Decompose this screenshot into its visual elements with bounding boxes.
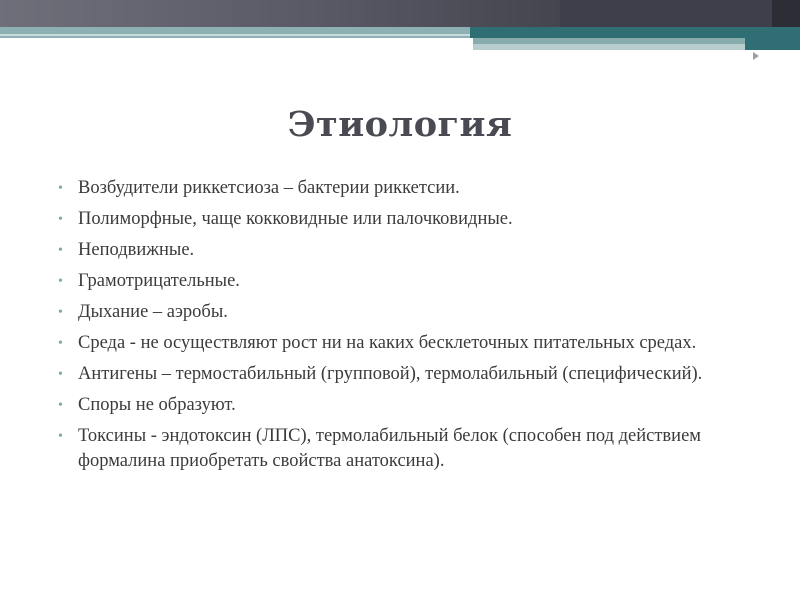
bullet-item (56, 424, 756, 474)
slide-title: Этиология (287, 104, 513, 145)
bullet-item (56, 362, 756, 387)
bullet-text: Споры не образуют. (78, 395, 236, 415)
bullet-item (56, 269, 756, 294)
bullet-icon: • (58, 336, 63, 351)
bullet-text: Среда - не осуществляют рост ни на каких бесклеточных питательных средах. (78, 333, 697, 353)
accent-stripe-light (0, 27, 470, 38)
bullet-item (56, 300, 756, 325)
bullet-icon: • (58, 243, 63, 258)
header-band-end (772, 0, 800, 27)
bullet-icon: • (58, 398, 63, 413)
bullet-item (56, 176, 756, 201)
bullet-icon: • (58, 181, 63, 196)
bullet-icon: • (58, 274, 63, 289)
bullet-text: Неподвижные. (78, 240, 195, 260)
corner-marker (753, 52, 759, 60)
accent-stripe-corner (745, 38, 800, 50)
bullet-text: Антигены – термостабильный (групповой), термолабильный (специфический). (78, 364, 703, 384)
bullet-icon: • (58, 212, 63, 227)
bullet-icon: • (58, 305, 63, 320)
bullet-item (56, 207, 756, 232)
bullet-icon: • (58, 367, 63, 382)
bullet-icon: • (58, 429, 63, 444)
bullet-text: Полиморфные, чаще кокковидные или палочковидные. (78, 209, 513, 229)
accent-stripe-highlight (0, 34, 470, 36)
bullet-text: Возбудители риккетсиоза – бактерии риккетсии. (78, 178, 460, 198)
bullet-item (56, 238, 756, 263)
header-band-gradient (0, 0, 560, 27)
bullet-item (56, 393, 756, 418)
bullet-text: Грамотрицательные. (78, 271, 240, 291)
bullet-text: Токсины - эндотоксин (ЛПС), термолабильный белок (способен под действием формалина приобретать свойства анатоксина). (78, 426, 701, 471)
bullet-item (56, 331, 756, 356)
bullet-list (56, 176, 756, 480)
bullet-text: Дыхание – аэробы. (78, 302, 228, 322)
